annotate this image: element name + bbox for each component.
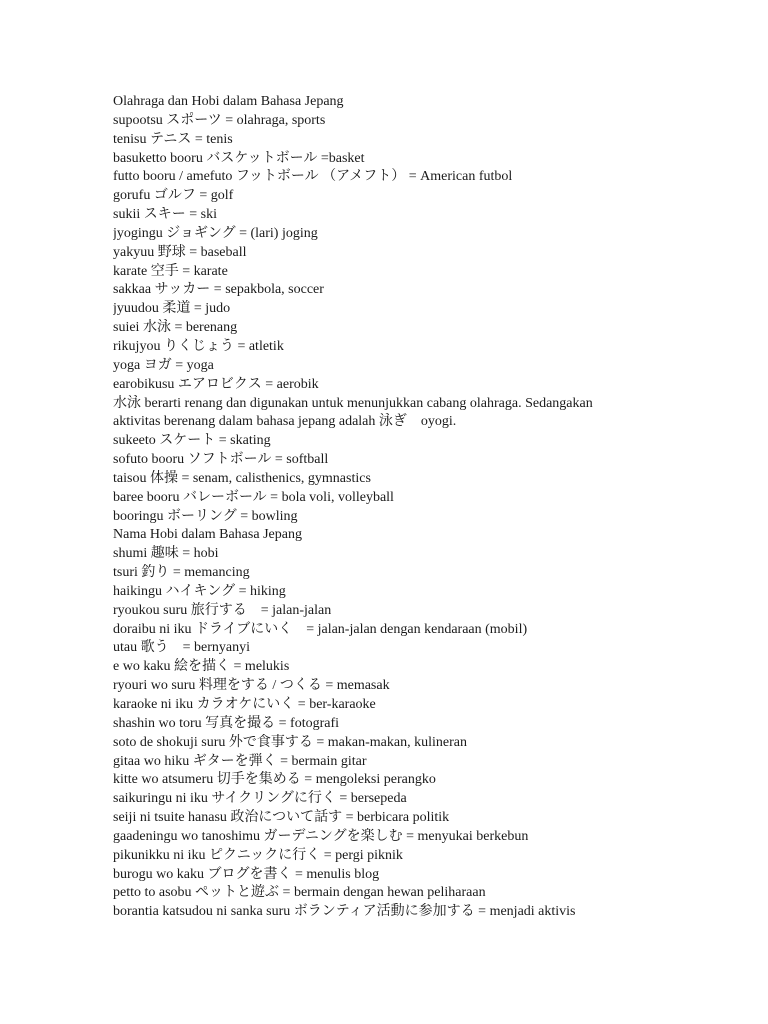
vocab-line: jyogingu ジョギング = (lari) joging [113,225,318,241]
vocab-line: ryouri wo suru 料理をする / つくる = memasak [113,678,390,694]
vocab-line: tenisu テニス = tenis [113,131,233,147]
vocab-line: pikunikku ni iku ピクニックに行く = pergi piknik [113,847,403,863]
document-body [113,93,733,922]
paragraph-line: 水泳 berarti renang dan digunakan untuk menunjukkan cabang olahraga. Sedangakan [113,395,593,411]
vocab-line: sukii スキー = ski [113,207,217,223]
vocab-line: shumi 趣味 = hobi [113,546,219,562]
vocab-line: seiji ni tsuite hanasu 政治について話す = berbicara politik [113,810,450,826]
vocab-line: haikingu ハイキング = hiking [113,583,286,599]
vocab-line: yakyuu 野球 = baseball [113,244,247,260]
vocab-line: booringu ボーリング = bowling [113,508,298,524]
vocab-line: ryoukou suru 旅行する = jalan-jalan [113,602,332,618]
vocab-line: supootsu スポーツ = olahraga, sports [113,112,326,128]
vocab-line: basuketto booru バスケットボール =basket [113,150,365,166]
vocab-line: yoga ヨガ = yoga [113,357,214,373]
vocab-line: sukeeto スケート = skating [113,433,271,449]
vocab-line: futto booru / amefuto フットボール （アメフト） = American futbol [113,169,513,185]
section-heading: Nama Hobi dalam Bahasa Jepang [113,527,302,543]
vocab-line: karate 空手 = karate [113,263,228,279]
vocab-line: saikuringu ni iku サイクリングに行く = bersepeda [113,791,407,807]
vocab-line: rikujyou りくじょう = atletik [113,338,284,354]
vocab-line: soto de shokuji suru 外で食事する = makan-makan, kulineran [113,734,467,750]
document-title: Olahraga dan Hobi dalam Bahasa Jepang [113,94,344,109]
vocab-line: suiei 水泳 = berenang [113,320,238,336]
vocab-line: tsuri 釣り = memancing [113,565,250,581]
vocab-line: burogu wo kaku ブログを書く = menulis blog [113,866,380,882]
vocab-line: jyuudou 柔道 = judo [113,301,231,317]
vocab-line: borantia katsudou ni sanka suru ボランティア活動に参加する = menjadi aktivis [113,904,576,920]
vocab-line: gorufu ゴルフ = golf [113,188,234,204]
paragraph-line: aktivitas berenang dalam bahasa jepang adalah 泳ぎ oyogi. [113,414,457,430]
vocab-line: shashin wo toru 写真を撮る = fotografi [113,715,340,731]
vocab-line: e wo kaku 絵を描く = melukis [113,659,290,675]
vocab-line: karaoke ni iku カラオケにいく = ber-karaoke [113,697,376,712]
vocab-line: gaadeningu wo tanoshimu ガーデニングを楽しむ = menyukai berkebun [113,828,529,844]
vocab-line: sakkaa サッカー = sepakbola, soccer [113,282,324,298]
vocab-line: gitaa wo hiku ギターを弾く = bermain gitar [113,753,367,769]
vocab-line: sofuto booru ソフトボール = softball [113,452,329,468]
vocab-line: baree booru バレーボール = bola voli, volleyball [113,489,394,505]
vocab-line: utau 歌う = bernyanyi [113,640,250,656]
vocab-line: earobikusu エアロビクス = aerobik [113,376,319,392]
vocab-line: doraibu ni iku ドライブにいく = jalan-jalan dengan kendaraan (mobil) [113,621,528,637]
vocab-line: kitte wo atsumeru 切手を集める = mengoleksi perangko [113,772,436,788]
vocab-line: taisou 体操 = senam, calisthenics, gymnastics [113,470,371,486]
vocab-line: petto to asobu ペットと遊ぶ = bermain dengan hewan peliharaan [113,885,486,901]
